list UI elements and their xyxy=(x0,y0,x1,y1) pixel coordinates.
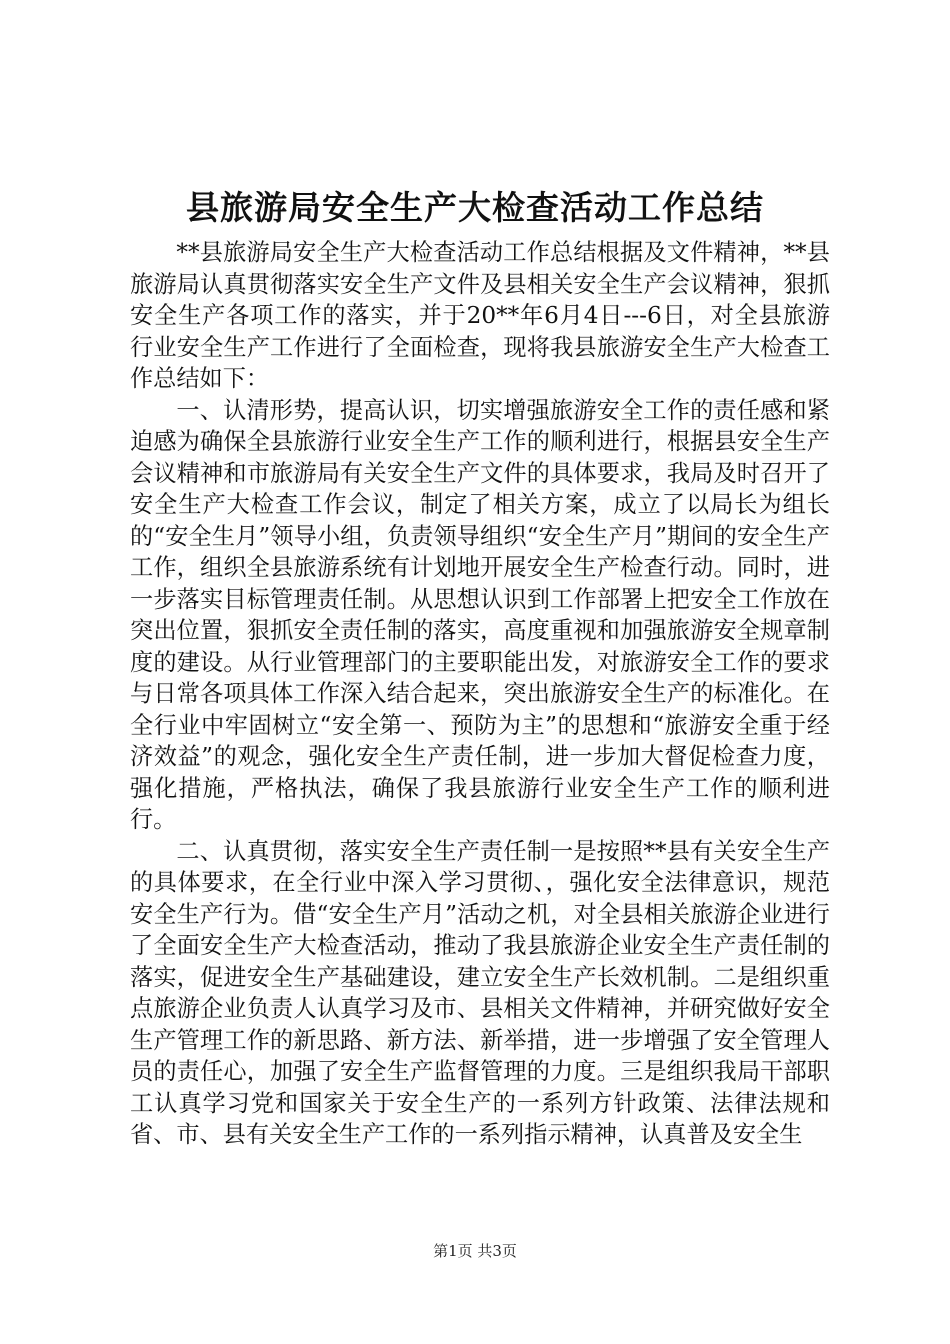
document-body xyxy=(130,237,830,1151)
paragraph-intro: **县旅游局安全生产大检查活动工作总结根据及文件精神，**县旅游局认真贯彻落实安全生产文件及县相关安全生产会议精神，狠抓安全生产各项工作的落实，并于20**年6月4日---6日，对全县旅游行业安全生产工作进行了全面检查，现将我县旅游安全生产大检查工作总结如下： xyxy=(130,239,830,392)
paragraph-section-2: 二、认真贯彻，落实安全生产责任制一是按照**县有关安全生产的具体要求，在全行业中深入学习贯彻、，强化安全法律意识，规范安全生产行为。借“安全生产月”活动之机，对全县相关旅游企业进行了全面安全生产大检查活动，推动了我县旅游企业安全生产责任制的落实，促进安全生产基础建设，建立安全生产长效机制。二是组织重点旅游企业负责人认真学习及市、县相关文件精神，并研究做好安全生产管理工作的新思路、新方法、新举措，进一步增强了安全管理人员的责任心，加强了安全生产监督管理的力度。三是组织我局干部职工认真学习党和国家关于安全生产的一系列方针政策、法律法规和省、市、县有关安全生产工作的一系列指示精神，认真普及安全生 xyxy=(130,837,830,1148)
document-title: 县旅游局安全生产大检查活动工作总结 xyxy=(186,188,764,227)
paragraph-section-1: 一、认清形势，提高认识，切实增强旅游安全工作的责任感和紧迫感为确保全县旅游行业安全生产工作的顺利进行，根据县安全生产会议精神和市旅游局有关安全生产文件的具体要求，我局及时召开了安全生产大检查工作会议，制定了相关方案，成立了以局长为组长的“安全生月”领导小组，负责领导组织“安全生产月”期间的安全生产工作，组织全县旅游系统有计划地开展安全生产检查行动。同时，进一步落实目标管理责任制。从思想认识到工作部署上把安全工作放在突出位置，狠抓安全责任制的落实，高度重视和加强旅游安全规章制度的建设。从行业管理部门的主要职能出发，对旅游安全工作的要求与日常各项具体工作深入结合起来，突出旅游安全生产的标准化。在全行业中牢固树立“安全第一、预防为主”的思想和“旅游安全重于经济效益”的观念，强化安全生产责任制，进一步加大督促检查力度，强化措施，严格执法，确保了我县旅游行业安全生产工作的顺利进行。 xyxy=(130,396,830,833)
page-number-footer: 第1页 共3页 xyxy=(433,1242,517,1260)
